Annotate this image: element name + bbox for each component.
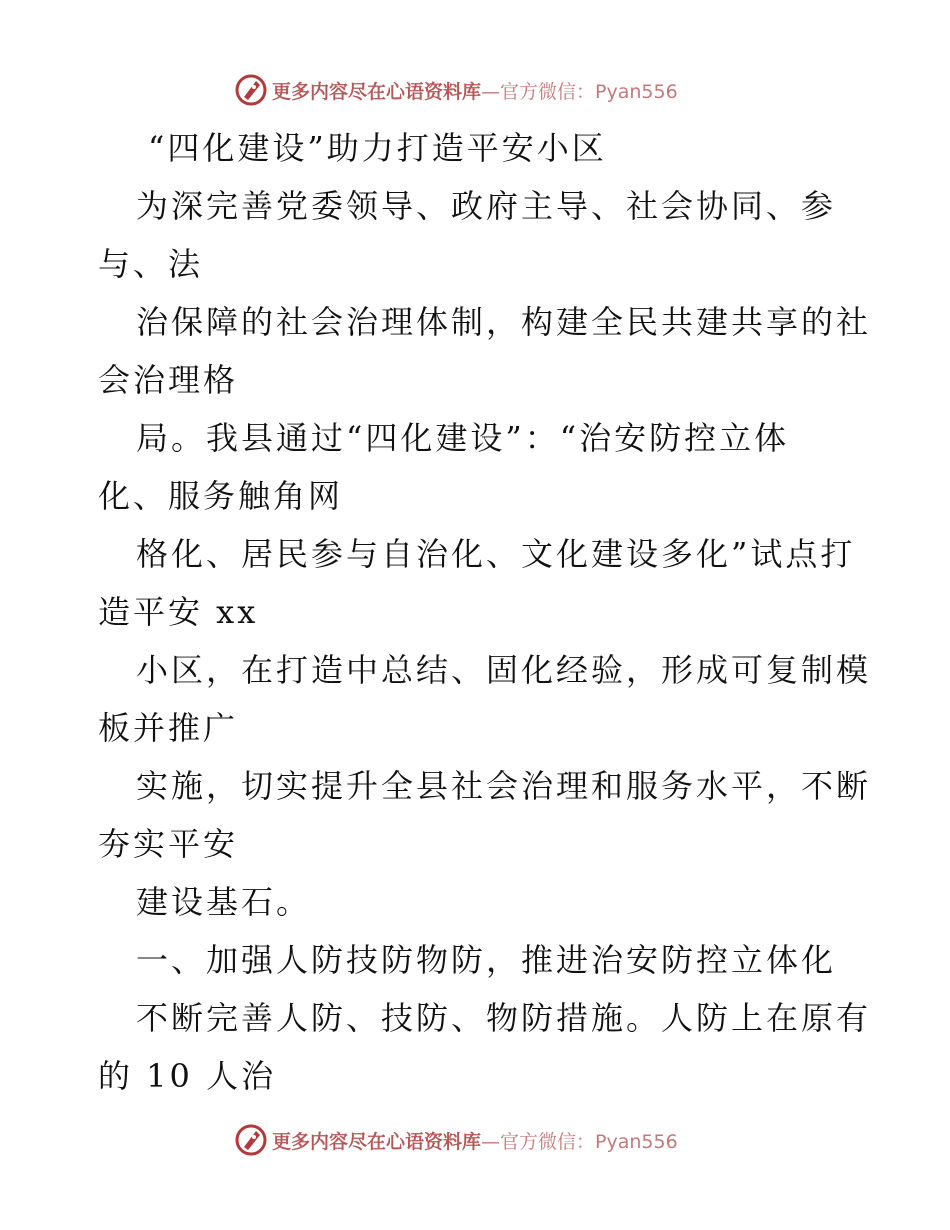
header-banner-text [272, 77, 678, 104]
paragraph-line: 与、法 [98, 245, 204, 283]
paragraph-line: 造平安 xx [98, 593, 259, 631]
header-banner-main: 更多内容尽在心语资料库 [272, 80, 482, 103]
footer-banner-main: 更多内容尽在心语资料库 [272, 1130, 482, 1153]
pen-nib-logo-icon [234, 1123, 268, 1157]
footer-banner-contact: 官方微信：Pyan556 [500, 1130, 678, 1153]
header-banner [234, 70, 754, 110]
section-heading: 一、加强人防技防物防，推进治安防控立体化 [136, 941, 837, 979]
paragraph-line: 为深完善党委领导、政府主导、社会协同、参 [136, 187, 837, 225]
paragraph-line: 会治理格 [98, 361, 239, 399]
paragraph-line: 的 10 人治 [98, 1057, 277, 1095]
header-banner-sep: — [481, 80, 501, 103]
paragraph-line: 小区，在打造中总结、固化经验，形成可复制模 [136, 651, 872, 689]
footer-banner [234, 1120, 754, 1160]
pen-nib-logo-icon [234, 73, 268, 107]
paragraph-line: 格化、居民参与自治化、文化建设多化”试点打 [136, 535, 856, 573]
paragraph-line: 实施，切实提升全县社会治理和服务水平，不断 [136, 767, 872, 805]
document-title: “四化建设”助力打造平安小区 [148, 129, 607, 167]
paragraph-line: 治保障的社会治理体制，构建全民共建共享的社 [136, 303, 872, 341]
paragraph-line: 化、服务触角网 [98, 477, 344, 515]
paragraph-line: 建设基石。 [136, 883, 312, 921]
paragraph-line: 不断完善人防、技防、物防措施。人防上在原有 [136, 999, 872, 1037]
paragraph-line: 局。我县通过“四化建设”：“治安防控立体 [136, 419, 790, 457]
header-banner-contact: 官方微信：Pyan556 [500, 80, 678, 103]
paragraph-line: 板并推广 [98, 709, 239, 747]
paragraph-line: 夯实平安 [98, 825, 239, 863]
footer-banner-sep: — [481, 1130, 501, 1153]
footer-banner-text [272, 1127, 678, 1154]
